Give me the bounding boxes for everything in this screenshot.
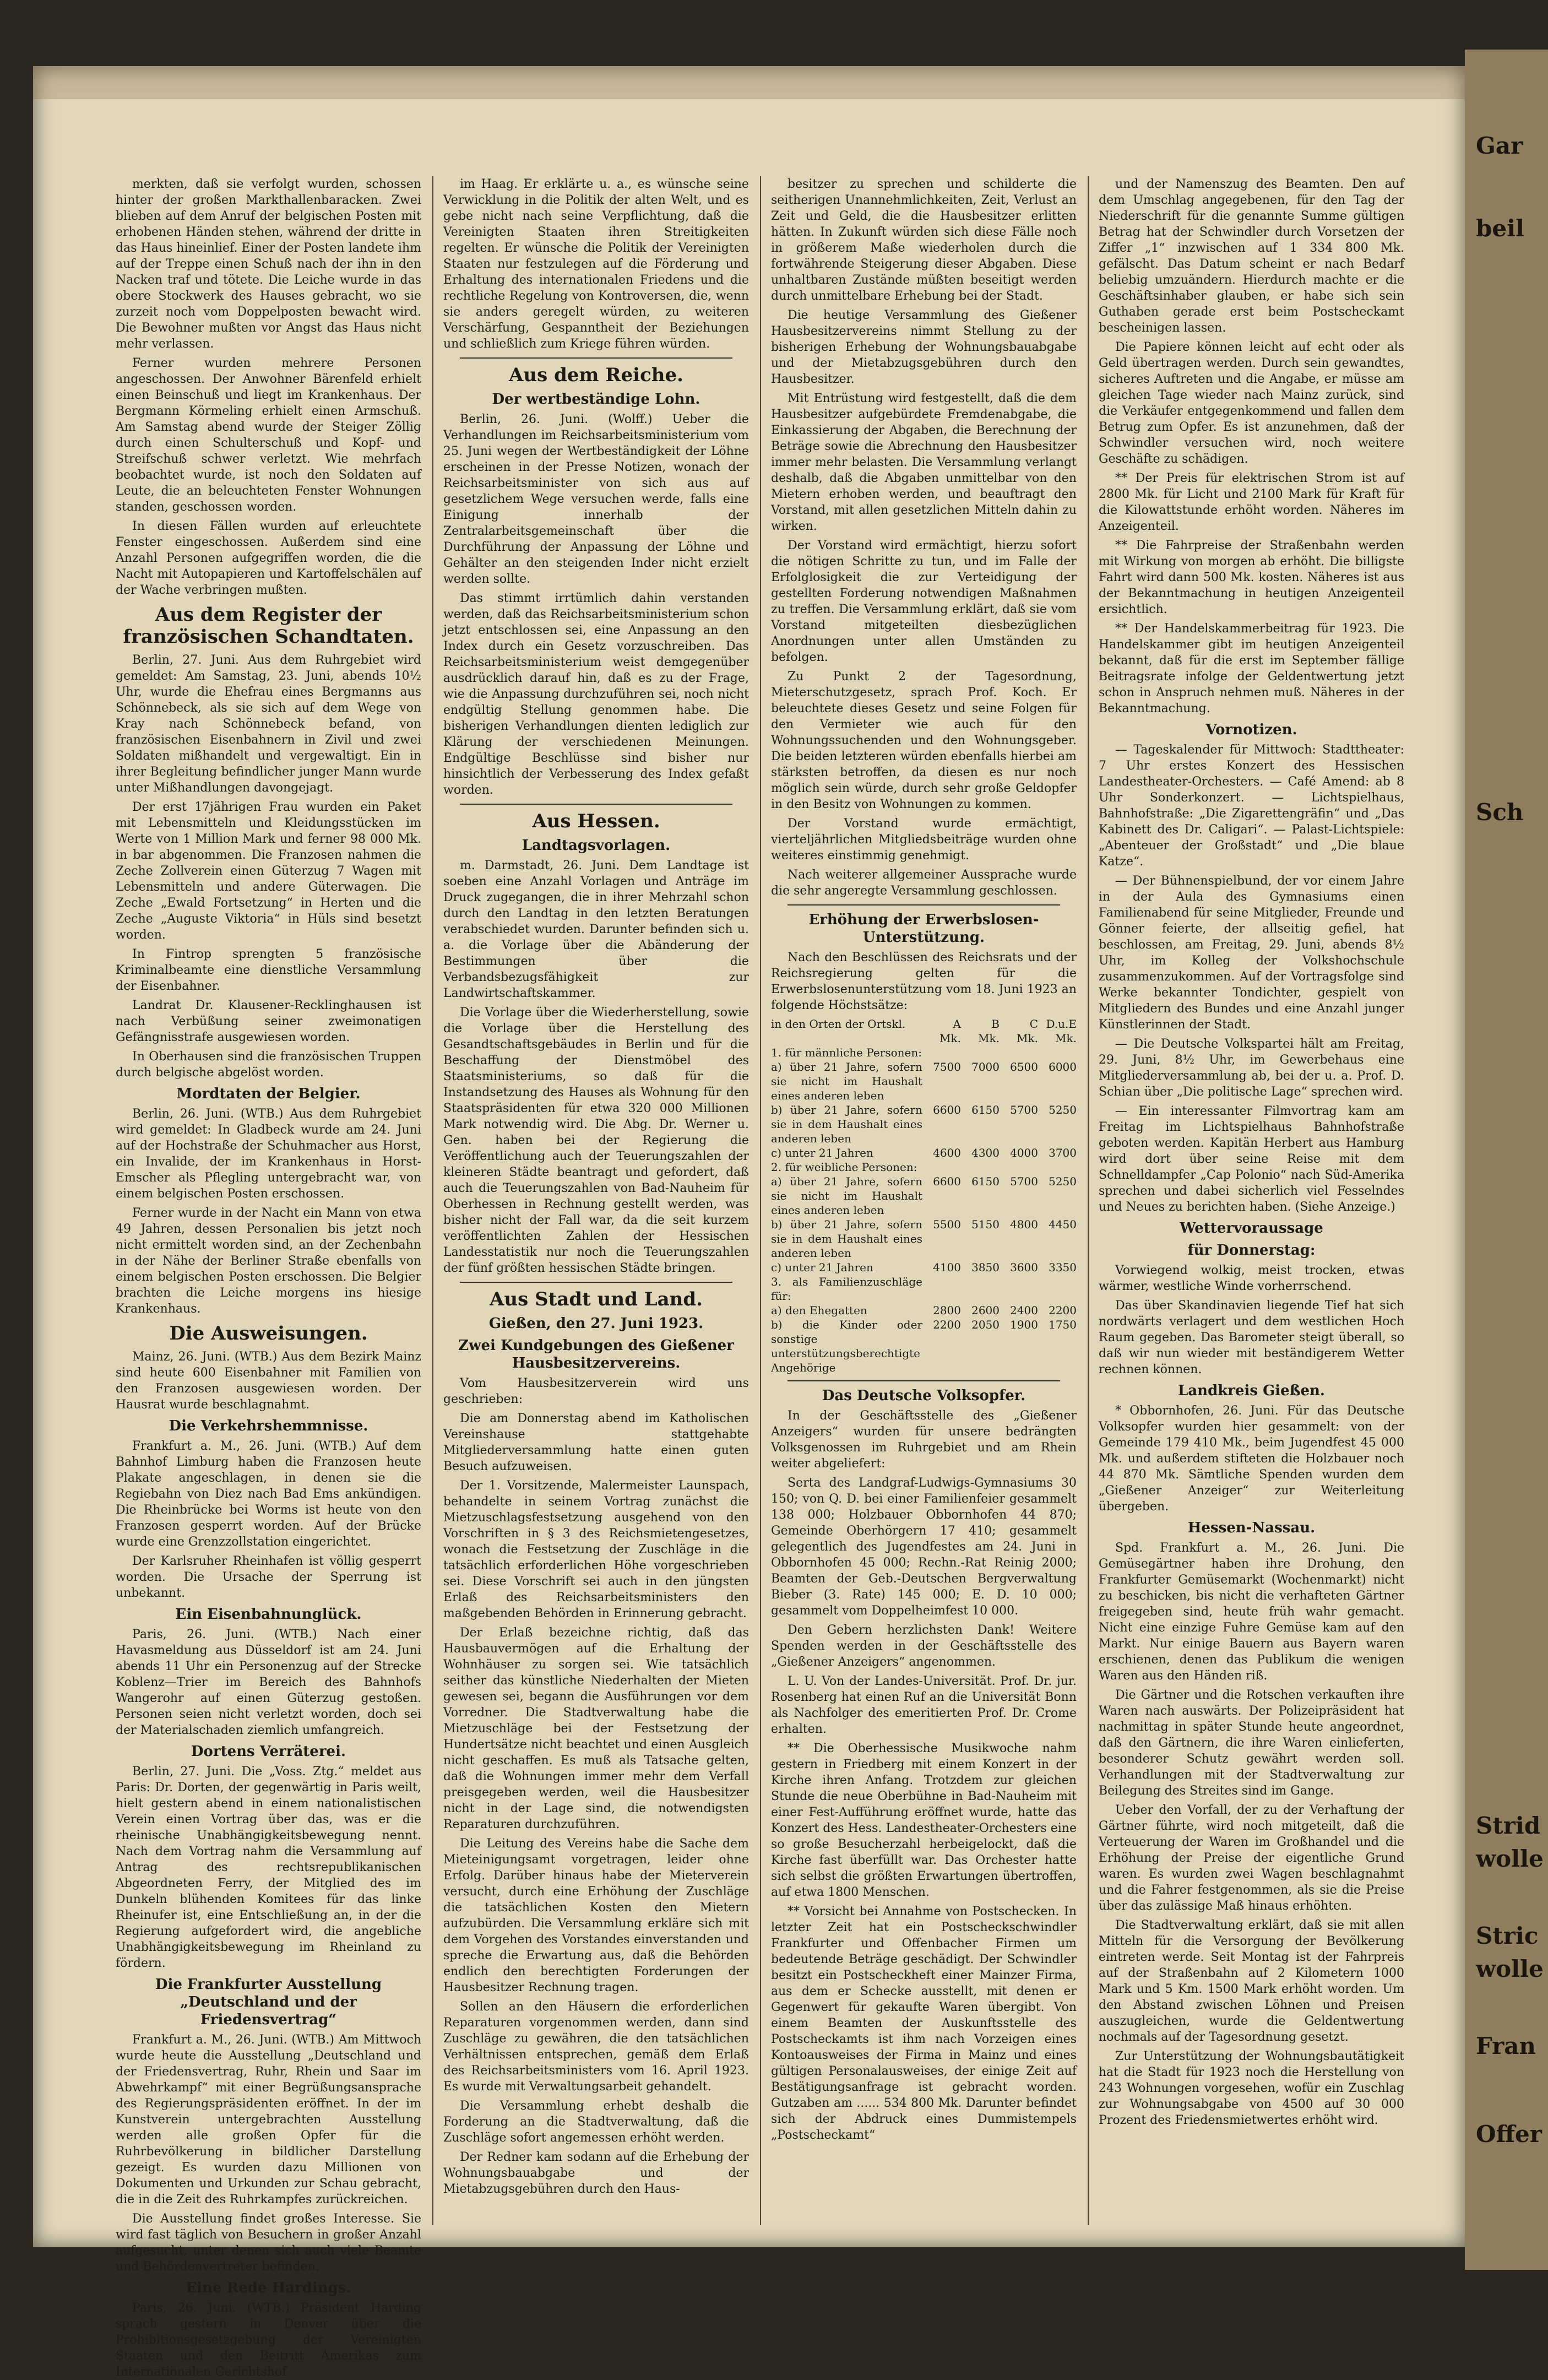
article-paragraph: In Oberhausen sind die französischen Truppen durch belgische abgelöst worden. — [116, 1050, 421, 1080]
article-paragraph: In Fintrop sprengten 5 französische Kriminalbeamte eine dienstliche Versammlung der Eisenbahner. — [116, 947, 421, 993]
table-cell — [922, 1275, 961, 1303]
article-paragraph: Serta des Landgraf-Ludwigs-Gymnasiums 30 150; von Q. D. bei einer Familienfeier gesammelt 138 000; Holzbauer Obbornhofen 44 870; Gemeinde Oberhörgern 17 410; gesammelt gelegentlich des Jugendfestes am 24. Juni in Obbornhofen 45 000; Rechn.-Rat Reinig 2000; Beamten der Geb.-Deutschen Bergverwaltung Bieber (3. Rate) 145 000; E. D. 10 000; gesammelt vom Doppelheimfest 10 000. — [771, 1476, 1077, 1618]
section-headline: Aus dem Reiche. — [509, 364, 683, 386]
article-paragraph: ** Der Preis für elektrischen Strom ist auf 2800 Mk. für Licht und 2100 Mark für Kraft für die Kilowattstunde erhöht worden. Näheres im Anzeigenteil. — [1099, 471, 1404, 533]
table-row — [771, 1045, 1077, 1060]
table-cell: 5150 — [971, 1218, 1000, 1231]
newspaper-page — [33, 66, 1465, 2379]
subheadline: Mordtaten der Belgier. — [176, 1086, 361, 1102]
article-paragraph: Berlin, 27. Juni. Die „Voss. Ztg.“ meldet aus Paris: Dr. Dorten, der gegenwärtig in Paris weilt, hielt gestern abend in einem nationalistischen Verein einen Vortrag über das, was er die rheinische Unabhängigkeitsbewegung nennt. Nach dem Vortrag nahm die Versammlung auf Antrag des rechtsrepublikanischen Abgeordneten Ferry, der Mitglied des im Dunkeln blühenden Komitees für das linke Rheinufer ist, eine Entschließung an, in der die Regierung aufgefordert wird, die angebliche Unabhängigkeitsbewegung im Rheinland zu fördern. — [116, 1765, 421, 1970]
table-cell: 6000 — [1049, 1060, 1077, 1074]
subheadline: Ein Eisenbahnunglück. — [175, 1606, 362, 1623]
article-paragraph: Der Karlsruher Rheinhafen ist völlig gesperrt worden. Die Ursache der Sperrung ist unbekannt. — [116, 1554, 421, 1600]
article-paragraph: In diesen Fällen wurden auf erleuchtete Fenster eingeschossen. Außerdem sind eine Anzahl Personen aufgegriffen worden, die die Nacht mit Autopapieren und Kartoffelschälen auf der Wache verbringen mußten. — [116, 519, 421, 597]
section-rule — [460, 1282, 732, 1283]
table-row — [771, 1217, 1077, 1260]
article-paragraph: Der Redner kam sodann auf die Erhebung der Wohnungsbauabgabe und der Mietabzugsgebühren durch den Haus- — [443, 2150, 749, 2196]
table-row — [771, 1275, 1077, 1303]
article-paragraph: Die Papiere können leicht auf echt oder als Geld übertragen werden. Durch sein gewandtes, sicheres Auftreten und die Angabe, er müsse am gleichen Tage wieder nach Mainz zurück, sind die Verkäufer entgegenkommend und fallen dem Betrug zum Opfer. Es ist anzunehmen, daß der Schwindler versuchen wird, noch weitere Geschäfte zu schädigen. — [1099, 340, 1404, 466]
table-cell — [961, 1045, 1000, 1060]
article-paragraph: Zu Punkt 2 der Tagesordnung, Mieterschutzgesetz, sprach Prof. Koch. Er beleuchtete dieses Gesetz und seine Folgen für den Vermieter wie auch für den Wohnungssuchenden und den Wohnungsgeber. Die beiden letzteren würden ebenfalls hierbei am stärksten betroffen, da diesen es nur noch möglich sein würde, durch sehr große Geldopfer in den Besitz von Wohnungen zu kommen. — [771, 670, 1077, 811]
subheadline: Die Frankfurter Ausstellung „Deutschland und der Friedensvertrag“ — [155, 1976, 382, 2028]
article-paragraph: Ferner wurde in der Nacht ein Mann von etwa 49 Jahren, dessen Personalien bis jetzt noch nicht ermittelt worden sind, an der Zechenbahn in der Nähe der Berliner Straße ebenfalls von einem belgischen Posten erschossen. Die Belgier brachten die Leiche morgens ins hiesige Krankenhaus. — [116, 1206, 421, 1316]
article-paragraph: Der 1. Vorsitzende, Malermeister Launspach, behandelte in seinem Vortrag zunächst die Mietzuschlagsfestsetzung ausgehend von den Vorschriften in § 3 des Reichsmietengesetzes, wonach die Festsetzung der Zuschläge in die tatsächlich erforderlichen Höhe vorgeschrieben sei. Diese Vorschrift sei auch in den jüngsten Erlaß des Reichsarbeitsministers den maßgebenden Behörden in Erinnerung gebracht. — [443, 1479, 749, 1620]
article-paragraph: L. U. Von der Landes-Universität. Prof. Dr. jur. Rosenberg hat einen Ruf an die Universität Bonn als Nachfolger des emeritierten Prof. Dr. Crome erhalten. — [771, 1674, 1077, 1736]
article-paragraph: Nach den Beschlüssen des Reichsrats und der Reichsregierung gelten für die Erwerbslosenunterstützung vom 18. Juni 1923 an folgende Höchstsätze: — [771, 951, 1077, 1012]
article-paragraph: Berlin, 26. Juni. (Wolff.) Ueber die Verhandlungen im Reichsarbeitsministerium vom 25. Juni wegen der Wertbeständigkeit der Löhne erscheinen in der Presse Notizen, wonach der Reichsarbeitsminister von sich aus auf gesetzlichem Wege versuchen werde, falls eine Einigung innerhalb der Zentralarbeitsgemeinschaft über die Durchführung der Anpassung der Löhne und Gehälter an den steigenden Inder nicht erzielt werden sollte. — [443, 413, 749, 586]
article-paragraph: Die Versammlung erhebt deshalb die Forderung an die Stadtverwaltung, daß die Zuschläge sofort angemessen erhöht werden. — [443, 2099, 749, 2145]
article-paragraph: Frankfurt a. M., 26. Juni. (WTB.) Am Mittwoch wurde heute die Ausstellung „Deutschland und der Friedensvertrag, Ruhr, Rhein und Saar im Abwehrkampf“ mit einer Begrüßungsansprache des Regierungspräsidenten eröffnet. In der im Kunstverein untergebrachten Ausstellung werden alle großen Opfer für die Ruhrbevölkerung in bildlicher Darstellung gezeigt. Es wurden dazu Millionen von Dokumenten und Urkunden zur Schau gebracht, die in die Zeit des Ruhrkampfes zurückreichen. — [116, 2033, 421, 2206]
article-paragraph: Die Ausstellung findet großes Interesse. Sie wird fast täglich von Besuchern in großer Anzahl aufgesucht, unter denen sich auch viele Beamte und Behördenvertreter befinden. — [116, 2212, 421, 2274]
article-paragraph: Mit Entrüstung wird festgestellt, daß die dem Hausbesitzer aufgebürdete Fremdenabgabe, die Einkassierung der Abgaben, die Berechnung der Beträge sowie die Abrechnung den Hausbesitzer immer mehr belasten. Die Versammlung verlangt deshalb, daß die Abgaben unmittelbar von den Mietern erhoben werden, und beauftragt den Vorstand, mit allen gesetzlichen Mitteln dahin zu wirken. — [771, 392, 1077, 533]
article-paragraph: Spd. Frankfurt a. M., 26. Juni. Die Gemüsegärtner haben ihre Drohung, den Frankfurter Gemüsemarkt (Wochenmarkt) nicht zu beschicken, bis nicht die verhafteten Gärtner freigegeben sind, heute früh wahr gemacht. Nicht eine einzige Fuhre Gemüse kam auf den Markt. Nur einige Bauern aus Bayern waren erschienen, denen das Publikum die wenigen Waren aus den Händen riß. — [1099, 1541, 1404, 1683]
table-cell: 3850 — [971, 1261, 1000, 1274]
table-unit-cell: Mk. — [939, 1032, 961, 1045]
subheadline: Der wertbeständige Lohn. — [492, 391, 700, 408]
table-unit-cell: Mk. — [978, 1032, 1000, 1045]
table-row — [771, 1260, 1077, 1275]
edge-fragment: Stric — [1476, 1922, 1539, 1949]
article-paragraph: Berlin, 26. Juni. (WTB.) Aus dem Ruhrgebiet wird gemeldet: In Gladbeck wurde am 24. Juni auf der Hochstraße der Schuhmacher aus Horst, ein Invalide, der im Krankenhaus in Horst-Emscher als Pflegling untergebracht war, von einem belgischen Posten erschossen. — [116, 1107, 421, 1201]
table-cell: 6150 — [971, 1175, 1000, 1188]
table-cell: 1900 — [1010, 1318, 1038, 1331]
article-paragraph: Die Leitung des Vereins habe die Sache dem Mieteinigungsamt vorgetragen, leider ohne Erfolg. Darüber hinaus habe der Mieterverein versucht, durch eine Erhöhung der Zuschläge die tatsächlichen Kosten den Mietern aufzubürden. Die Versammlung erkläre sich mit dem Vorgehen des Vorstandes einverstanden und spreche die Erwartung aus, daß die Behörden endlich den berechtigten Forderungen der Hausbesitzer Rechnung tragen. — [443, 1837, 749, 1994]
article-paragraph: — Ein interessanter Filmvortrag kam am Freitag im Lichtspielhaus Bahnhofstraße geboten werden. Kapitän Herbert aus Hamburg wird dort über seine Reise mit dem Schnelldampfer „Cap Polonio“ nach Süd-Amerika sprechen und dabei sicherlich viel Fesselndes und Neues zu berichten haben. (Siehe Anzeige.) — [1099, 1104, 1404, 1214]
table-cell — [1000, 1275, 1038, 1303]
article-paragraph: Zur Unterstützung der Wohnungsbautätigkeit hat die Stadt für 1923 noch die Herstellung von 243 Wohnungen vorgesehen, wofür ein Zuschlag zur Wohnungsabgabe von 4500 auf 30 000 Prozent des Friedensmietwertes erhöht wird. — [1099, 2050, 1404, 2127]
column-1 — [116, 176, 421, 2379]
edge-fragment: Gar — [1476, 132, 1523, 159]
table-cell: 6600 — [933, 1103, 961, 1116]
table-row-label: a) über 21 Jahre, sofern sie nicht im Haushalt eines anderen leben — [771, 1175, 922, 1217]
edge-fragment: Strid — [1476, 1812, 1541, 1839]
subheadline: Dortens Verräterei. — [191, 1743, 346, 1760]
article-paragraph: Frankfurt a. M., 26. Juni. (WTB.) Auf dem Bahnhof Limburg haben die Franzosen heute Plakate angeschlagen, in denen sie die Regiebahn von Diez nach Bad Ems ankündigen. Die Rheinbrücke bei Worms ist heute von den Franzosen gesperrt worden. Auf der Brücke wurde eine Grenzzollstation eingerichtet. — [116, 1439, 421, 1549]
table-cell: 4100 — [933, 1261, 961, 1274]
article-paragraph: Paris, 26. Juni. (WTB.) Präsident Harding sprach gestern in Denver über die Prohibitionsgesetzgebung der Vereinigten Staaten und den Beitritt Amerikas zum Internationalen Gerichtshof — [116, 2301, 421, 2379]
article-paragraph: Vorwiegend wolkig, meist trocken, etwas wärmer, westliche Winde vorherrschend. — [1099, 1264, 1404, 1293]
table-unit-cell: Mk. — [1055, 1032, 1077, 1045]
table-cell — [922, 1160, 961, 1174]
article-paragraph: Den Gebern herzlichsten Dank! Weitere Spenden werden in der Geschäftsstelle des „Gießener Anzeigers“ angenommen. — [771, 1623, 1077, 1669]
section-rule — [460, 357, 732, 359]
article-paragraph: Berlin, 27. Juni. Aus dem Ruhrgebiet wird gemeldet: Am Samstag, 23. Juni, abends 10½ Uhr, wurde die Ehefrau eines Bergmanns aus Schönnebeck, als sie sich auf dem Wege von Kray nach Schönnebeck befand, von französischen Eisenbahnern in Zivil und zwei Soldaten mißhandelt und vergewaltigt. Ein in ihrer Begleitung befindlicher junger Mann wurde unter Mißhandlungen davongejagt. — [116, 653, 421, 795]
table-cell: 2200 — [1049, 1304, 1077, 1317]
column-2 — [443, 176, 749, 2225]
table-row — [771, 1174, 1077, 1217]
article-paragraph: Sollen an den Häusern die erforderlichen Reparaturen vorgenommen werden, dann sind Zuschläge zu gewähren, die den tatsächlichen Verhältnissen entsprechen, gemäß dem Erlaß des Reichsarbeitsministers vom 16. April 1923. Es wurde mit Verwaltungsarbeit gehandelt. — [443, 2000, 749, 2094]
table-cell: 3350 — [1049, 1261, 1077, 1274]
article-paragraph: m. Darmstadt, 26. Juni. Dem Landtage ist soeben eine Anzahl Vorlagen und Anträge im Druck zugegangen, die in ihrer Mehrzahl schon durch den Landtag in den letzten Beratungen verabschiedet wurden. Darunter befinden sich u. a. die Vorlage über die Abänderung der Bestimmungen über die Verbandsbezugsfähigkeit zur Landwirtschaftskammer. — [443, 859, 749, 1000]
table-header-cell: B — [991, 1017, 1000, 1031]
article-paragraph: ** Die Oberhessische Musikwoche nahm gestern in Friedberg mit einem Konzert in der Kirche ihren Anfang. Trotzdem zur gleichen Stunde die neue Oberbühne in Bad-Nauheim mit einer Fest-Aufführung eröffnet wurde, hatte das Konzert des Hess. Landestheater-Orchesters eine so große Besucherzahl herbeigelockt, daß die Kirche fast überfüllt war. Das Orchester hatte sich selbst die größten Erwartungen übertroffen, auf etwa 1800 Menschen. — [771, 1742, 1077, 1899]
table-cell: 6500 — [1010, 1060, 1038, 1074]
subheadline: Die Verkehrshemmnisse. — [169, 1418, 368, 1434]
edge-fragment: Offer — [1476, 2121, 1542, 2148]
headline: Aus dem Register der französischen Schandtaten. — [123, 604, 414, 648]
article-paragraph: besitzer zu sprechen und schilderte die seitherigen Unannehmlichkeiten, Zeit, Verlust an Zeit und Geld, die die Hausbesitzer erlitten hätten. In Zukunft würden sich diese Fälle noch in größerem Maße wiederholen durch die fortwährende Steigerung dieser Abgaben. Diese unhaltbaren Zustände müßten beseitigt werden durch unmittelbare Erhebung bei der Stadt. — [771, 177, 1077, 303]
article-paragraph: Die am Donnerstag abend im Katholischen Vereinshause stattgehabte Mitgliederversammlung hatte einen guten Besuch aufzuweisen. — [443, 1412, 749, 1473]
table-cell — [961, 1275, 1000, 1303]
subheadline: Wettervoraussage — [1180, 1220, 1323, 1237]
article-paragraph: Der Vorstand wird ermächtigt, hierzu sofort die nötigen Schritte zu tun, und im Falle der Erfolglosigkeit die zur Verteidigung der gestellten Forderung notwendigen Maßnahmen zu treffen. Die Versammlung erklärt, daß sie vom Vorstand mitgeteilten diesbezüglichen Anordnungen unter allen Umständen zu befolgen. — [771, 539, 1077, 664]
subheadline: Hessen-Nassau. — [1187, 1520, 1316, 1536]
column-3 — [771, 176, 1077, 2225]
edge-fragment: wolle — [1476, 1845, 1544, 1872]
edge-fragment: beil — [1476, 215, 1524, 242]
table-cell: 1750 — [1049, 1318, 1077, 1331]
table-row-label: c) unter 21 Jahren — [771, 1146, 873, 1159]
table-row-label: c) unter 21 Jahren — [771, 1261, 873, 1274]
table-row — [771, 1146, 1077, 1160]
section-headline: Aus Hessen. — [532, 810, 660, 832]
article-paragraph: Der Erlaß bezeichne richtig, daß das Hausbauvermögen auf die Erhaltung der Wohnhäuser zu sorgen sei. Wie tatsächlich seither das künstliche Niederhalten der Mieten gewesen sei, begann die Ausführungen vor dem Vorredner. Die Stadtverwaltung habe die Mietzuschläge bei der Festsetzung der Hundertsätze nicht beachtet und einen Ausgleich nicht geschaffen. Es muß als Tatsache gelten, daß die Wohnungen immer mehr dem Verfall preisgegeben werden, weil die Hausbesitzer nicht in der Lage sind, die notwendigsten Reparaturen durchzuführen. — [443, 1626, 749, 1831]
section-rule — [787, 1380, 1060, 1381]
table-unit-cell: Mk. — [1017, 1032, 1038, 1045]
table-row-label: b) die Kinder oder sonstige unterstützungsberechtigte Angehörige — [771, 1318, 922, 1374]
table-cell: 4000 — [1010, 1146, 1038, 1159]
table-row — [771, 1103, 1077, 1146]
table-cell: 7500 — [933, 1060, 961, 1074]
subheadline: Zwei Kundgebungen des Gießener Hausbesitzervereins. — [458, 1337, 734, 1371]
table-cell: 5500 — [933, 1218, 961, 1231]
table-cell: 4600 — [933, 1146, 961, 1159]
article-paragraph: Die Gärtner und die Rotschen verkauften ihre Waren nach auswärts. Der Polizeipräsident hat nachmittag in später Stunde heute angeordnet, daß den Gärtnern, die ihre Waren einlieferten, besonderer Schutz gewährt werden soll. Verhandlungen mit der Stadtverwaltung zur Beilegung des Streites sind im Gange. — [1099, 1688, 1404, 1798]
table-cell — [1038, 1045, 1077, 1060]
article-paragraph: Das stimmt irrtümlich dahin verstanden werden, daß das Reichsarbeitsministerium schon jetzt entschlossen sei, eine Anpassung an den Index durch ein Gesetz vorzuschreiben. Das Reichsarbeitsministerium weist demgegenüber ausdrücklich darauf hin, daß es zu der Frage, wie die Anpassung durchzuführen sei, noch nicht endgültig Stellung genommen habe. Die bisherigen Verhandlungen dienten lediglich zur Klärung der verschiedenen Meinungen. Endgültige Beschlüsse sind bisher nur hinsichtlich der Verbesserung des Index gefaßt worden. — [443, 592, 749, 797]
subheadline: Eine Rede Hardings. — [186, 2280, 351, 2296]
table-row-label: a) den Ehegatten — [771, 1304, 867, 1317]
edge-fragment: Sch — [1476, 799, 1524, 826]
section-headline: Aus Stadt und Land. — [490, 1288, 703, 1310]
article-paragraph: — Die Deutsche Volkspartei hält am Freitag, 29. Juni, 8½ Uhr, im Gewerbehaus eine Mitgliederversammlung ab, bei der u. a. Prof. D. Schian über „Die politische Lage“ sprechen wird. — [1099, 1037, 1404, 1099]
paper-stain — [33, 66, 1465, 99]
table-row-label: b) über 21 Jahre, sofern sie in dem Haushalt eines anderen leben — [771, 1103, 922, 1145]
table-cell: 4800 — [1010, 1218, 1038, 1231]
table-row — [771, 1303, 1077, 1318]
table-cell: 6150 — [971, 1103, 1000, 1116]
table-cell — [1038, 1160, 1077, 1174]
table-units-row — [771, 1031, 1077, 1045]
table-row-label: a) über 21 Jahre, sofern sie nicht im Haushalt eines anderen leben — [771, 1060, 922, 1102]
table-cell: 3700 — [1049, 1146, 1077, 1159]
subheadline: Das Deutsche Volksopfer. — [822, 1387, 1026, 1404]
table-cell: 7000 — [971, 1060, 1000, 1074]
subheadline: für Donnerstag: — [1187, 1242, 1316, 1259]
article-paragraph: — Tageskalender für Mittwoch: Stadttheater: 7 Uhr erstes Konzert des Hessischen Landestheater-Orchesters. — Café Amend: ab 8 Uhr Sonderkonzert. — Lichtspielhaus, Bahnhofstraße: „Die Zigarettengräfin“ und „Das Kabinett des Dr. Caligari“. — Palast-Lichtspiele: „Abenteuer der Großstadt“ und „Die blaue Katze“. — [1099, 743, 1404, 869]
article-paragraph: merkten, daß sie verfolgt wurden, schossen hinter der großen Markthallenbaracken. Zwei blieben auf dem Anruf der belgischen Posten mit erhobenen Händen stehen, während der dritte in das Haus hineinlief. Einer der Posten landete ihm auf der Treppe einen Schuß nach der ihn in den Nacken traf und tötete. Die Leiche wurde in das obere Stockwerk des Hauses gebracht, wo sie zurzeit noch vom Doppelposten bewacht wird. Die Bewohner mußten vor Angst das Haus nicht mehr verlassen. — [116, 177, 421, 351]
subheadline: Erhöhung der Erwerbslosen-Unterstützung. — [808, 912, 1039, 946]
table-cell: 2400 — [1010, 1304, 1038, 1317]
table-header-cell: A — [953, 1017, 961, 1031]
headline: Die Ausweisungen. — [169, 1322, 368, 1344]
table-cell: 3600 — [1010, 1261, 1038, 1274]
article-paragraph: Paris, 26. Juni. (WTB.) Nach einer Havasmeldung aus Düsseldorf ist am 24. Juni abends 11 Uhr ein Personenzug auf der Strecke Koblenz—Trier im Bereich des Bahnhofs Wangerohr auf einen Güterzug gestoßen. Personen seien nicht verletzt worden, doch sei der Materialschaden ziemlich umfangreich. — [116, 1628, 421, 1737]
table-cell: 4300 — [971, 1146, 1000, 1159]
article-paragraph: Die heutige Versammlung des Gießener Hausbesitzervereins nimmt Stellung zu der bisherigen Erhebung der Wohnungsbauabgabe und der Mietabzugsgebühren durch den Hausbesitzer. — [771, 308, 1077, 386]
table-cell: 2600 — [971, 1304, 1000, 1317]
subheadline: Landkreis Gießen. — [1178, 1383, 1325, 1399]
table-cell: 4450 — [1049, 1218, 1077, 1231]
table-row — [771, 1160, 1077, 1174]
dateline: Gießen, den 27. Juni 1923. — [488, 1315, 704, 1332]
article-paragraph: im Haag. Er erklärte u. a., es wünsche seine Verwicklung in die Politik der alten Welt, und es gebe nicht nach seine Verpflichtung, daß die Vereinigten Staaten ihren Streitigkeiten regelten. Er wünsche die Politik der Vereinigten Staaten nur festzulegen auf die Förderung und Erhaltung des internationalen Friedens und die rechtliche Regelung von Kontroversen, die, wenn sie anders geregelt würden, zu weiteren Verschärfung, Gespanntheit der Beziehungen und schließlich zum Kriege führen würden. — [443, 177, 749, 351]
table-row — [771, 1060, 1077, 1103]
article-paragraph: Die Vorlage über die Wiederherstellung, sowie die Vorlage über die Herstellung des Gesandtschaftsgebäudes in Berlin und für die Beschaffung der Dienstmöbel des Staatsministeriums, so daß für die Instandsetzung des Hauses als Wohnung für den Staatspräsidenten für etwa 320 000 Millionen Mark notwendig wird. Die Abg. Dr. Werner u. Gen. haben bei der Regierung die Veröffentlichung auch der Teuerungszahlen der kleineren Städte beantragt und gefordert, daß auch die Teuerungszahlen von Bad-Nauheim für Oberhessen in Rechnung gestellt werden, was bisher nicht der Fall war, da die seit kurzem veröffentlichten Zahlen der Hessischen Landesstatistik nur noch die Teuerungszahlen der fünf größten hessischen Städte bringen. — [443, 1006, 749, 1275]
article-paragraph: Der erst 17jährigen Frau wurden ein Paket mit Lebensmitteln und Kleidungsstücken im Werte von 1 Million Mark und ferner 98 000 Mk. in bar abgenommen. Die Franzosen nahmen die Zeche Zollverein einen Güterzug 7 Wagen mit Lebensmitteln und andere Güterwagen. Die Zeche „Ewald Fortsetzung“ in Herten und die Zeche „Auguste Viktoria“ in Hüls sind besetzt worden. — [116, 800, 421, 942]
article-paragraph: Der Vorstand wurde ermächtigt, vierteljährlichen Mitgliedsbeiträge wurden ohne weiteres einstimmig genehmigt. — [771, 817, 1077, 863]
article-paragraph: Landrat Dr. Klausener-Recklinghausen ist nach Verbüßung seiner zweimonatigen Gefängnisstrafe ausgewiesen worden. — [116, 999, 421, 1044]
subheadline: Vornotizen. — [1205, 722, 1297, 738]
table-row — [771, 1318, 1077, 1375]
article-paragraph: Ferner wurden mehrere Personen angeschossen. Der Anwohner Bärenfeld erhielt einen Beinschuß und liegt im Krankenhaus. Der Bergmann Körmeling erhielt einen Armschuß. Am Samstag abend wurde der Steiger Zöllig durch einen Schulterschuß und Kopf- und Streifschuß schwer verletzt. Wie mehrfach beobachtet wurde, ist noch den Soldaten auf Leute, die an beleuchteten Fenster Wohnungen standen, geschossen worden. — [116, 356, 421, 514]
section-rule — [460, 804, 732, 805]
table-cell: 2200 — [933, 1318, 961, 1331]
table-cell: 2800 — [933, 1304, 961, 1317]
table-header-cell: C — [1029, 1017, 1038, 1031]
table-row-label: 3. als Familienzuschläge für: — [771, 1275, 922, 1303]
rates-table-body — [771, 1045, 1077, 1375]
table-cell — [922, 1045, 961, 1060]
table-cell: 5700 — [1010, 1103, 1038, 1116]
table-header-row — [771, 1017, 1077, 1031]
table-cell — [961, 1160, 1000, 1174]
section-rule — [787, 904, 1060, 906]
article-paragraph: und der Namenszug des Beamten. Den auf dem Umschlag angegebenen, für den Tag der Niederschrift für die genannte Summe gültigen Betrag hat der Schwindler durch Vorsetzen der Ziffer „1“ inzwischen auf 1 334 800 Mk. gefälscht. Das Datum scheint er nach Bedarf beliebig umzuändern. Hierdurch machte er die Geschäftsinhaber glauben, er habe sich sein Guthaben gerade erst beim Postscheckamt bescheinigen lassen. — [1099, 177, 1404, 335]
article-paragraph: In der Geschäftsstelle des „Gießener Anzeigers“ wurden für unsere bedrängten Volksgenossen im Ruhrgebiet und am Rhein weiter abgeliefert: — [771, 1409, 1077, 1471]
table-header-cell: D.u.E — [1046, 1017, 1077, 1031]
column-divider — [1088, 176, 1089, 2225]
table-cell — [1038, 1275, 1077, 1303]
table-cell: 2050 — [971, 1318, 1000, 1331]
article-paragraph: * Obbornhofen, 26. Juni. Für das Deutsche Volksopfer wurden hier gesammelt: von der Gemeinde 179 410 Mk., beim Jugendfest 45 000 Mk. und außerdem stifteten die Holzbauer noch 44 870 Mk. Sämtliche Spenden wurden dem „Gießener Anzeiger“ zur Weiterleitung übergeben. — [1099, 1404, 1404, 1514]
article-paragraph: Das über Skandinavien liegende Tief hat sich nordwärts verlagert und dem westlichen Hoch Raum gegeben. Das Barometer steigt überall, so daß wir nun wieder mit beständigerem Wetter rechnen können. — [1099, 1299, 1404, 1376]
article-paragraph: Die Stadtverwaltung erklärt, daß sie mit allen Mitteln für die Versorgung der Bevölkerung eintreten werde. Seit Montag ist der Fahrpreis auf der Straßenbahn auf 2 Kilometern 1000 Mark und 5 Km. 1500 Mark erhöht worden. Um den Abstand zwischen Löhnen und Preisen auszugleichen, wurde die Geldentwertung nochmals auf der Tagesordnung gesetzt. — [1099, 1918, 1404, 2044]
column-divider — [760, 176, 761, 2225]
table-cell: 5700 — [1010, 1175, 1038, 1188]
article-paragraph: ** Die Fahrpreise der Straßenbahn werden mit Wirkung von morgen ab erhöht. Die billigste Fahrt wird dann 500 Mk. kosten. Näheres ist aus der Bekanntmachung in heutigen Anzeigenteil ersichtlich. — [1099, 539, 1404, 616]
column-divider — [432, 176, 433, 2225]
article-paragraph: Ueber den Vorfall, der zu der Verhaftung der Gärtner führte, wird noch mitgeteilt, daß die Verteuerung der Waren im Großhandel und die Erhöhung der Preise der eigentliche Grund waren. Es wurden zwei Wagen beschlagnahmt und die Fahrer festgenommen, als sie die Preise über das zulässige Maß hinaus erhöhten. — [1099, 1803, 1404, 1913]
rates-table — [771, 1017, 1077, 1375]
edge-fragment: Fran — [1476, 2032, 1536, 2059]
table-row-label: b) über 21 Jahre, sofern sie in dem Haushalt eines anderen leben — [771, 1218, 922, 1260]
article-paragraph: Mainz, 26. Juni. (WTB.) Aus dem Bezirk Mainz sind heute 600 Eisenbahner mit Familien von den Franzosen ausgewiesen worden. Der Hausrat wurde beschlagnahmt. — [116, 1350, 421, 1412]
table-cell — [1000, 1160, 1038, 1174]
edge-fragment: wolle — [1476, 1955, 1544, 1982]
table-row-label: 1. für männliche Personen: — [771, 1046, 922, 1059]
table-header-label: in den Orten der Ortskl. — [771, 1017, 906, 1031]
article-paragraph: Vom Hausbesitzerverein wird uns geschrieben: — [443, 1376, 749, 1406]
table-cell — [1000, 1045, 1038, 1060]
article-paragraph: Nach weiterer allgemeiner Aussprache wurde die sehr angeregte Versammlung geschlossen. — [771, 868, 1077, 898]
adjacent-page-edge — [1465, 50, 1548, 2270]
table-row-label: 2. für weibliche Personen: — [771, 1161, 917, 1174]
table-cell: 5250 — [1049, 1175, 1077, 1188]
subheadline: Landtagsvorlagen. — [522, 837, 671, 854]
article-paragraph: ** Der Handelskammerbeitrag für 1923. Die Handelskammer gibt im heutigen Anzeigenteil bekannt, daß für die erst im September fällige Beitragsrate infolge der Geldentwertung jetzt schon in Anspruch nehmen muß. Näheres in der Bekanntmachung. — [1099, 622, 1404, 715]
table-cell: 5250 — [1049, 1103, 1077, 1116]
article-paragraph: — Der Bühnenspielbund, der vor einem Jahre in der Aula des Gymnasiums einen Familienabend für seine Mitglieder, Freunde und Gönner feierte, der allseitig gefiel, hat beschlossen, am Freitag, 29. Juni, abends 8½ Uhr, im Kolleg der Volkshochschule zusammenzukommen. Auf der Vortragsfolge sind Werke bekannter Tondichter, gespielt von Mitgliedern des Bundes und eine Anzahl junger Künstlerinnen der Stadt. — [1099, 874, 1404, 1032]
column-4 — [1099, 176, 1404, 2225]
table-cell: 6600 — [933, 1175, 961, 1188]
article-paragraph: ** Vorsicht bei Annahme von Postschecken. In letzter Zeit hat ein Postscheckschwindler Frankfurter und Offenbacher Firmen um bedeutende Beträge geschädigt. Der Schwindler besitzt ein Postscheckheft einer Mainzer Firma, aus dem er Schecke ausstellt, mit denen er Gegenwert für gekaufte Waren übergibt. Von einem Beamten der Auskunftsstelle des Postscheckamts ist ihm nach Vorzeigen eines Kontoausweises der Firma in Mainz und eines gültigen Personalausweises, der einige Zeit auf Bestätigungsanfrage ist gebracht worden. Gutzaben am ...... 534 800 Mk. Darunter befindet sich der Abdruck eines Dummistempels „Postscheckamt“ — [771, 1905, 1077, 2142]
